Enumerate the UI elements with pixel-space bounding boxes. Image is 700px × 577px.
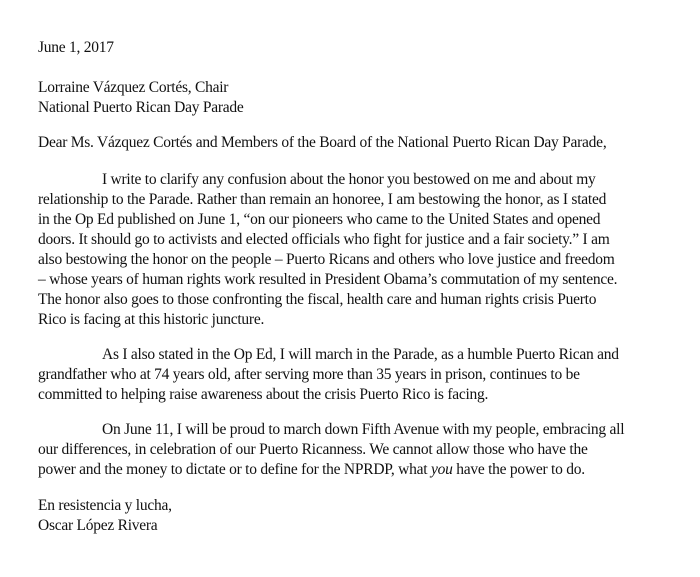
paragraph-3-line-end: have the power to do.: [452, 461, 585, 478]
paragraph-1-line: I write to clarify any confusion about the honor you bestowed on me and about my: [102, 171, 596, 188]
paragraph-1-line: Rico is facing at this historic juncture.: [38, 311, 265, 328]
paragraph-3-line: On June 11, I will be proud to march down Fifth Avenue with my people, embracing all: [102, 421, 625, 438]
recipient-name: Lorraine Vázquez Cortés, Chair: [38, 79, 229, 96]
paragraph-3-line: our differences, in celebration of our Puerto Ricanness. We cannot allow those who have the: [38, 441, 588, 458]
letter-date: June 1, 2017: [38, 39, 114, 56]
paragraph-1-line: relationship to the Parade. Rather than remain an honoree, I am bestowing the honor, as I stated: [38, 191, 607, 208]
paragraph-1-line: – whose years of human rights work resulted in President Obama’s commutation of my sentence.: [38, 271, 618, 288]
paragraph-1-line: in the Op Ed published on June 1, “on our pioneers who came to the United States and opened: [38, 211, 601, 228]
paragraph-1-line: doors. It should go to activists and elected officials who fight for justice and a fair society.” I am: [38, 231, 610, 248]
paragraph-2-line: grandfather who at 74 years old, after serving more than 35 years in prison, continues to be: [38, 366, 580, 383]
recipient-organization: National Puerto Rican Day Parade: [38, 99, 244, 116]
paragraph-2-line: As I also stated in the Op Ed, I will march in the Parade, as a humble Puerto Rican and: [102, 346, 619, 363]
paragraph-2-line: committed to helping raise awareness about the crisis Puerto Rico is facing.: [38, 386, 489, 403]
paragraph-3-line-text: power and the money to dictate or to define for the NPRDP, what: [38, 461, 431, 478]
signature-name: Oscar López Rivera: [38, 517, 158, 534]
paragraph-1-line: The honor also goes to those confronting the fiscal, health care and human rights crisis Puerto: [38, 291, 597, 308]
paragraph-1-line: also bestowing the honor on the people – Puerto Ricans and others who love justice and freedom: [38, 251, 615, 268]
closing: En resistencia y lucha,: [38, 497, 172, 514]
emphasized-word: you: [430, 461, 453, 478]
salutation: Dear Ms. Vázquez Cortés and Members of the Board of the National Puerto Rican Day Parade,: [38, 134, 607, 151]
paragraph-3-last-line: [38, 460, 585, 480]
